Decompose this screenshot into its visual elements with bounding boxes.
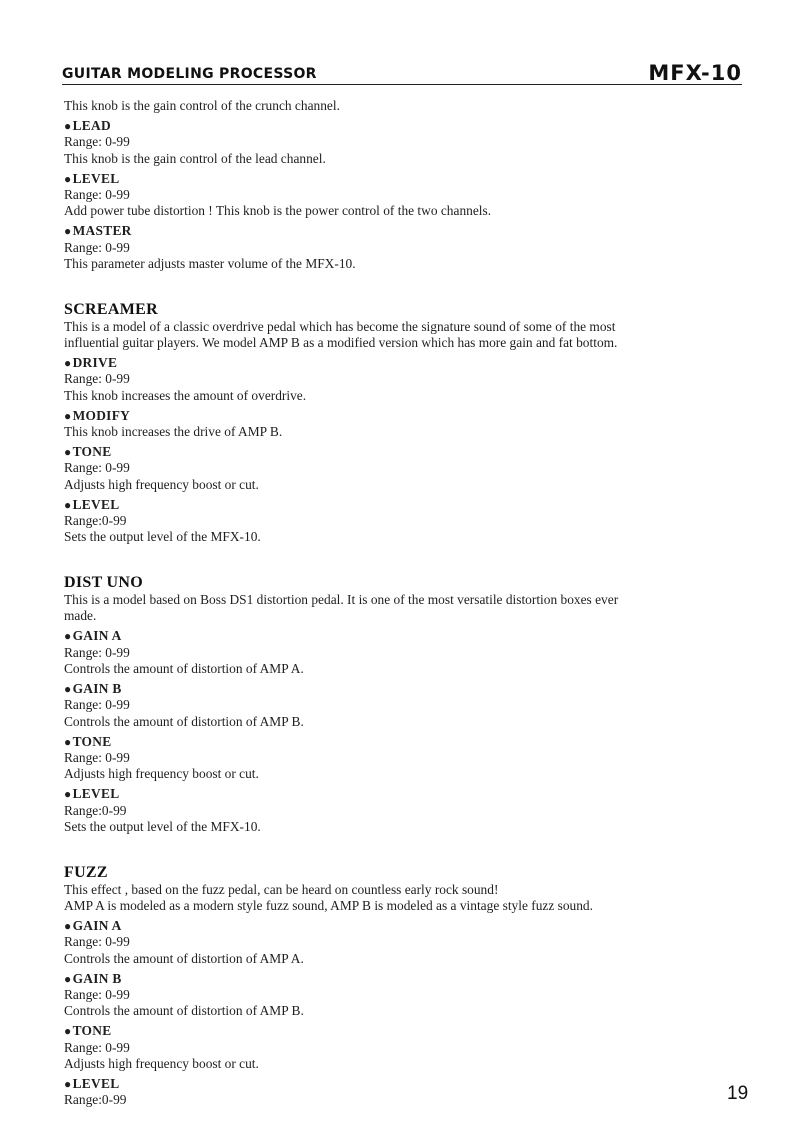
param-heading: ●TONE [64,733,112,749]
param-heading: ●MODIFY [64,407,131,423]
param-range: Range: 0-99 [64,134,130,150]
intro-section [64,98,754,273]
param-range: Range: 0-99 [64,934,130,950]
bullet-icon: ● [64,1077,72,1091]
header-model-logo: MFX-10 [648,61,742,85]
section-description-line: AMP A is modeled as a modern style fuzz sound, AMP B is modeled as a vintage style fuzz sound. [64,897,593,913]
param-heading: ●LEVEL [64,1076,120,1091]
param-heading: ●GAIN B [64,680,122,696]
param-range: Range: 0-99 [64,644,130,660]
param-range: Range: 0-99 [64,750,130,765]
param-description: This parameter adjusts master volume of the MFX-10. [64,256,356,272]
param-range: Range:0-99 [64,513,127,529]
param-description: This knob is the gain control of the lead channel. [64,150,326,166]
param-description: Adjusts high frequency boost or cut. [64,766,259,782]
bullet-icon: ● [64,118,72,133]
bullet-icon: ● [64,355,72,370]
section-description-line: This effect , based on the fuzz pedal, can be heard on countless early rock sound! [64,881,499,897]
paragraph-line: This knob is the gain control of the crunch channel. [64,98,340,113]
param-range: Range: 0-99 [64,187,130,203]
param-description: Sets the output level of the MFX-10. [64,819,261,835]
section-description-line: influential guitar players. We model AMP B as a modified version which has more gain and fat bottom. [64,334,618,350]
bullet-icon: ● [64,918,72,933]
bullet-icon: ● [64,408,72,423]
param-heading: ●TONE [64,443,112,459]
param-description: Controls the amount of distortion of AMP A. [64,950,304,966]
bullet-icon: ● [64,497,72,512]
section-description-line: made. [64,608,97,624]
param-heading: ●LEAD [64,117,111,133]
param-description: Add power tube distortion ! This knob is the power control of the two channels. [64,203,492,219]
param-description: This knob increases the drive of AMP B. [64,424,283,439]
bullet-icon: ● [64,1024,72,1039]
header-product-line: GUITAR MODELING PROCESSOR [62,66,317,82]
param-heading: ●GAIN A [64,628,122,644]
param-range: Range: 0-99 [64,371,130,387]
param-range: Range: 0-99 [64,986,130,1002]
param-description: Adjusts high frequency boost or cut. [64,1056,259,1072]
param-range: Range:0-99 [64,802,127,818]
param-range: Range:0-99 [64,1092,127,1108]
fuzz-section [64,864,754,1109]
bullet-icon: ● [64,224,72,239]
section-title: FUZZ [64,863,108,881]
bullet-icon: ● [64,734,72,749]
page-header [62,62,742,85]
param-heading: ●GAIN B [64,970,122,986]
param-range: Range: 0-99 [64,697,130,713]
screamer-section [64,301,754,546]
param-description: Adjusts high frequency boost or cut. [64,476,259,492]
param-description: Controls the amount of distortion of AMP A. [64,660,304,676]
document-body [64,98,754,1109]
dist-uno-section [64,574,754,836]
param-range: Range: 0-99 [64,460,130,476]
section-description-line: This is a model of a classic overdrive pedal which has become the signature sound of some of the most [64,318,616,334]
bullet-icon: ● [64,444,72,459]
bullet-icon: ● [64,971,72,986]
param-heading: ●LEVEL [64,786,120,802]
param-description: This knob increases the amount of overdrive. [64,387,307,403]
param-range: Range: 0-99 [64,239,130,255]
param-range: Range: 0-99 [64,1039,130,1055]
section-description-line: This is a model based on Boss DS1 distortion pedal. It is one of the most versatile distortion boxes ever [64,591,619,607]
param-description: Controls the amount of distortion of AMP B. [64,1003,304,1019]
param-heading: ●LEVEL [64,496,120,512]
section-title: DIST UNO [64,573,144,591]
param-heading: ●DRIVE [64,354,118,370]
section-title: SCREAMER [64,300,158,318]
bullet-icon: ● [64,629,72,644]
param-heading: ●LEVEL [64,170,120,186]
param-description: Controls the amount of distortion of AMP B. [64,713,304,729]
page-number: 19 [727,1083,749,1104]
param-heading: ●GAIN A [64,917,122,933]
param-description: Sets the output level of the MFX-10. [64,529,261,545]
bullet-icon: ● [64,681,72,696]
param-heading: ●TONE [64,1023,112,1039]
bullet-icon: ● [64,171,72,186]
param-heading: ●MASTER [64,223,132,239]
bullet-icon: ● [64,787,72,802]
